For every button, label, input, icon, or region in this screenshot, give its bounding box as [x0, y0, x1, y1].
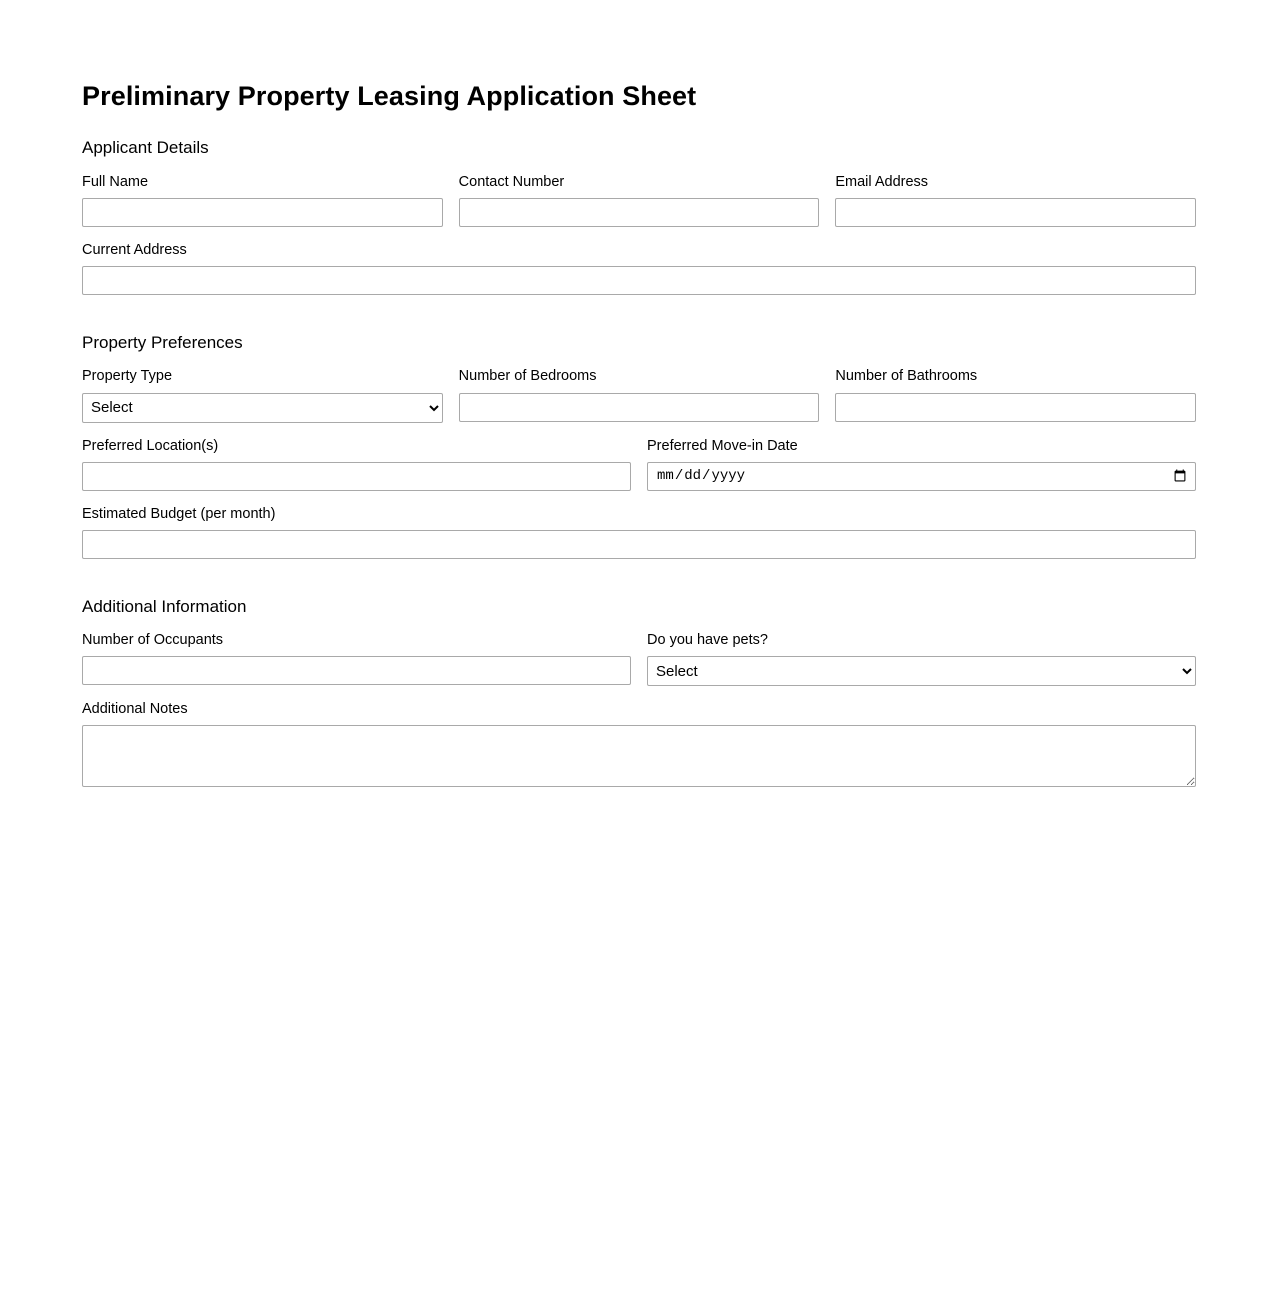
- label-pets: Do you have pets?: [647, 632, 768, 649]
- label-number-of-occupants: Number of Occupants: [82, 632, 224, 649]
- move-in-date-input[interactable]: [647, 462, 1196, 491]
- section-additional-information: [82, 597, 1196, 788]
- field-number-of-bathrooms: [835, 367, 1196, 422]
- field-contact-number: [459, 173, 820, 227]
- label-move-in-date: Preferred Move-in Date: [647, 437, 798, 454]
- section-title-additional-information: Additional Information: [82, 596, 247, 616]
- field-email-address: [835, 173, 1196, 227]
- field-current-address: [82, 241, 1196, 295]
- estimated-budget-input[interactable]: [82, 530, 1196, 559]
- label-number-of-bathrooms: Number of Bathrooms: [835, 368, 978, 385]
- field-preferred-locations: [82, 437, 631, 491]
- preferences-row-3: [82, 505, 1196, 559]
- field-pets: [647, 631, 1196, 686]
- applicant-row-1: [82, 173, 1196, 227]
- section-title-property-preferences: Property Preferences: [82, 333, 243, 353]
- additional-row-2: [82, 700, 1196, 787]
- spacer-1: [82, 321, 1196, 333]
- field-additional-notes: [82, 700, 1196, 787]
- section-property-preferences: [82, 333, 1196, 559]
- section-applicant-details: [82, 138, 1196, 295]
- applicant-row-2: [82, 241, 1196, 295]
- preferences-row-1: [82, 367, 1196, 422]
- preferred-locations-input[interactable]: [82, 462, 631, 491]
- preferences-row-2: [82, 437, 1196, 491]
- full-name-input[interactable]: [82, 198, 443, 227]
- label-number-of-bedrooms: Number of Bedrooms: [458, 368, 597, 385]
- field-number-of-bedrooms: [459, 367, 820, 422]
- field-property-type: [82, 367, 443, 422]
- label-preferred-locations: Preferred Location(s): [82, 437, 219, 454]
- section-title-applicant-details: Applicant Details: [82, 138, 209, 158]
- label-full-name: Full Name: [82, 173, 149, 190]
- page-title: Preliminary Property Leasing Application Sheet: [82, 81, 697, 111]
- email-address-input[interactable]: [835, 198, 1196, 227]
- label-additional-notes: Additional Notes: [82, 701, 188, 718]
- label-estimated-budget: Estimated Budget (per month): [82, 505, 276, 522]
- number-of-bathrooms-input[interactable]: [835, 393, 1196, 422]
- label-contact-number: Contact Number: [458, 173, 565, 190]
- field-number-of-occupants: [82, 631, 631, 686]
- number-of-bedrooms-input[interactable]: [459, 393, 820, 422]
- pets-select[interactable]: [647, 656, 1196, 686]
- field-move-in-date: [647, 437, 1196, 491]
- label-property-type: Property Type: [82, 368, 173, 385]
- number-of-occupants-input[interactable]: [82, 656, 631, 685]
- field-estimated-budget: [82, 505, 1196, 559]
- property-type-select[interactable]: [82, 393, 443, 423]
- additional-notes-textarea[interactable]: [82, 725, 1196, 787]
- spacer-2: [82, 585, 1196, 597]
- current-address-input[interactable]: [82, 266, 1196, 295]
- label-current-address: Current Address: [82, 241, 187, 258]
- contact-number-input[interactable]: [459, 198, 820, 227]
- label-email-address: Email Address: [835, 173, 929, 190]
- additional-row-1: [82, 631, 1196, 686]
- field-full-name: [82, 173, 443, 227]
